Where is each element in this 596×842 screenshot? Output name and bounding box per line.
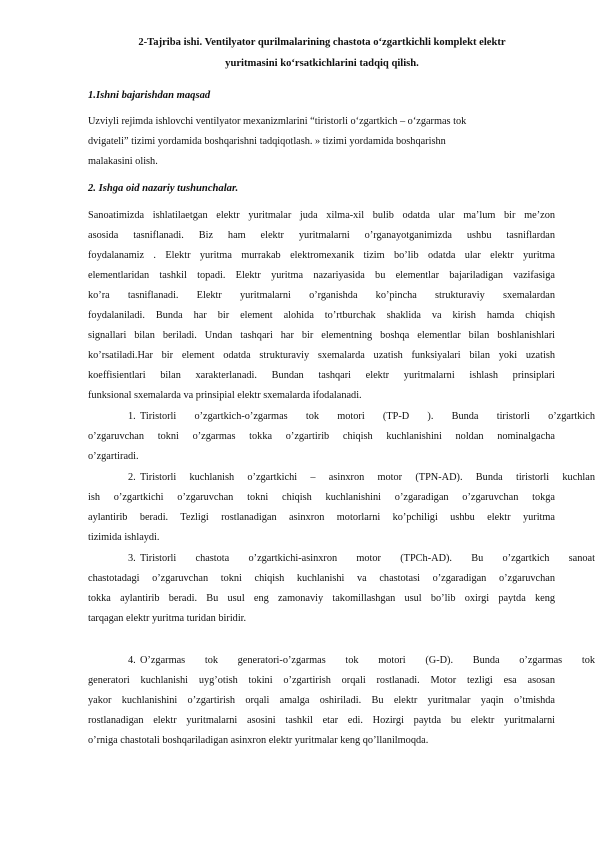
list-number: 3.: [128, 553, 136, 564]
paragraph-line: Uzviyli rejimda ishlovchi ventilyator mexanizmlarini “tiristorli o‘zgartkich – o‘zgarmas tok: [88, 116, 467, 127]
list-item-line: chastotadagi o’zgaruvchan tokni chiqish kuchlanishi va chastotasi o’zgaradigan o’zgaruvchan: [88, 573, 555, 584]
paragraph-line: asosida tasniflanadi. Biz ham elektr yuritmalarni o’rganayotganimizda ushbu tasniflardan: [88, 230, 555, 241]
list-text: Tiristorli chastota o’zgartkichi-asinxron motor (TPCh-AD). Bu o’zgartkich sanoat: [140, 553, 595, 564]
paragraph-line: signallari bilan beriladi. Undan tashqari har bir elementning boshqa elementlar bilan boshlanishlari: [88, 330, 555, 341]
title-line-2: yuritmasini ko‘rsatkichlarini tadqiq qilish.: [225, 58, 419, 69]
paragraph-line: elementlaridan tashkil topadi. Elektr yuritma nazariyasida bu elementlar bajariladigan vazifasiga: [88, 270, 555, 281]
list-item-line: o’zgaruvchan tokni o’zgarmas tokka o’zgartirib chiqish kuchlanishini noldan nominalgacha: [88, 431, 555, 442]
paragraph-line: dvigateli” tizimi yordamida boshqarishni tadqiqotlash. » tizimi yordamida boshqarishn: [88, 136, 446, 147]
paragraph-line: ko’rsatiladi.Har bir element odatda strukturaviy sxemalarda uzatish funksiyalari bilan yoki uzatish: [88, 350, 555, 361]
section-heading-goal: 1.Ishni bajarishdan maqsad: [88, 90, 211, 101]
list-text: Tiristorli kuchlanish o’zgartkichi – asinxron motor (TPN-AD). Bunda tiristorli kuchlan: [140, 472, 595, 483]
section-heading-theory: 2. Ishga oid nazariy tushunchalar.: [88, 183, 239, 194]
list-text: Tiristorli o’zgartkich-o’zgarmas tok motori (TP-D ). Bunda tiristorli o’zgartkich: [140, 411, 595, 422]
list-text: O’zgarmas tok generatori-o’zgarmas tok motori (G-D). Bunda o’zgarmas tok: [140, 655, 595, 666]
list-item-line: o’zgartiradi.: [88, 451, 139, 462]
document-title: [84, 32, 560, 74]
list-number: 4.: [128, 655, 136, 666]
list-item-line: tizimida ishlaydi.: [88, 532, 160, 543]
list-number: 2.: [128, 472, 136, 483]
list-item-line: aylantirib beradi. Tezligi rostlanadigan asinxron motorlarni ko’pchiligi ushbu elektr yuritma: [88, 512, 555, 523]
list-item-line: generatori kuchlanishi uyg’otish tokini o’zgartirish orqali rostlanadi. Motor tezligi esa asosan: [88, 675, 555, 686]
paragraph-line: foydalaniladi. Bunda har bir element alohida to’rtburchak shaklida va kirish hamda chiqish: [88, 310, 555, 321]
list-item-4-first-line: [88, 655, 595, 667]
list-number: 1.: [128, 411, 136, 422]
paragraph-line: ko’ra tasniflanadi. Elektr yuritmalarni o’rganishda ko’pincha strukturaviy sxemalardan: [88, 290, 555, 301]
paragraph-line: Sanoatimizda ishlatilaetgan elektr yuritmalar juda xilma-xil bulib odatda ular ma’lum bir me’zon: [88, 210, 555, 221]
list-item-line: tarqagan elektr yuritma turidan biridir.: [88, 613, 247, 624]
paragraph-line: koeffisientlari bilan xarakterlanadi. Bundan tashqari elektr yuritmalarni ishlash prinsiplari: [88, 370, 555, 381]
title-line-1: 2-Tajriba ishi. Ventilyator qurilmalarining chastota o‘zgartkichli komplekt elektr: [138, 37, 506, 48]
paragraph-line: funksional sxemalarda va prinsipial elektr sxemalarda ifodalanadi.: [88, 390, 362, 401]
list-item-1-first-line: [88, 411, 595, 423]
list-item-2-first-line: [88, 472, 595, 484]
paragraph-line: foydalanamiz . Elektr yuritma murrakab elektromexanik tizim bo’lib odatda ular elektr yuritma: [88, 250, 555, 261]
list-item-line: yakor kuchlanishini o’zgartirish orqali amalga oshiriladi. Bu elektr yuritmalar yaqin o’tmishda: [88, 695, 555, 706]
list-item-line: rostlanadigan elektr yuritmalarni asosini tashkil etar edi. Hozirgi paytda bu elektr yuritmalarni: [88, 715, 555, 726]
list-item-line: ish o’zgartkichi o’zgaruvchan tokni chiqish kuchlanishini o’zgaradigan o’zgaruvchan tokga: [88, 492, 555, 503]
list-item-line: tokka aylantirib beradi. Bu usul eng zamonaviy takomillashgan usul bo’lib oxirgi paytda keng: [88, 593, 555, 604]
list-item-line: o’rniga chastotali boshqariladigan asinxron elektr yuritmalar keng qo’llanilmoqda.: [88, 735, 429, 746]
paragraph-line: malakasini olish.: [88, 156, 158, 167]
list-item-3-first-line: [88, 553, 595, 565]
